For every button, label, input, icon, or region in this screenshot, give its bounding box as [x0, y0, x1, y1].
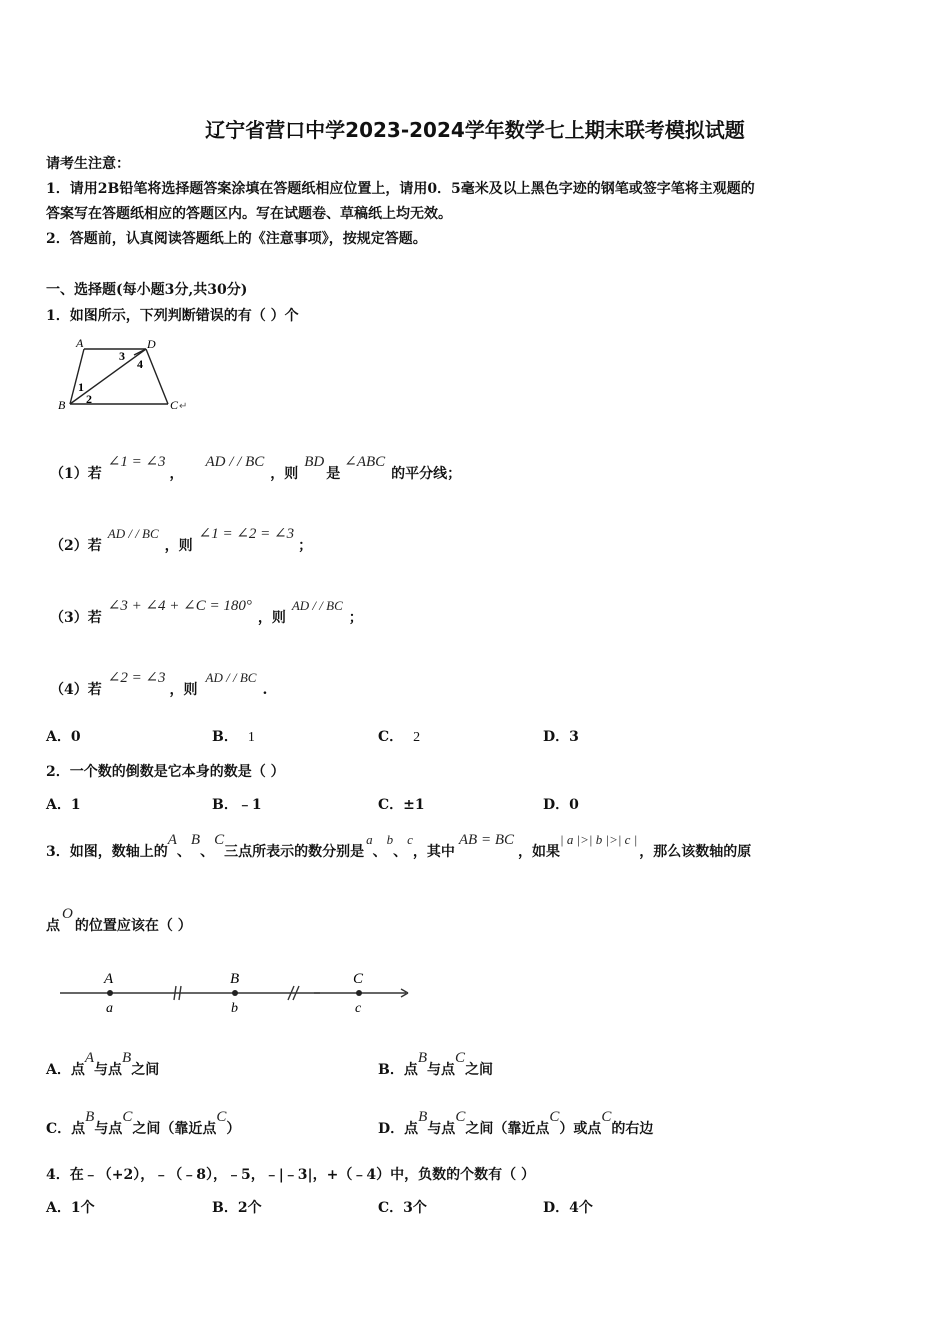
math-expr: ∠ABC: [344, 454, 386, 470]
q3-option-a[interactable]: A．点A与点B之间: [46, 1050, 160, 1078]
fig-return-mark: ↵: [179, 401, 188, 412]
point-a: [107, 990, 113, 996]
axis-label-upper-c: C: [353, 971, 364, 987]
fig-label-b: B: [58, 398, 66, 412]
q4-option-a[interactable]: A．1个: [46, 1200, 95, 1216]
math-expr: AD / / BC: [205, 670, 257, 685]
q2-option-c[interactable]: C．±1: [378, 797, 425, 813]
q3-number-line: [56, 965, 416, 1020]
math-expr: BD: [304, 454, 325, 470]
fig-label-c: C: [170, 398, 179, 412]
math-expr: ∠1 = ∠3: [107, 454, 166, 470]
math-expr: ∠1 = ∠2 = ∠3: [198, 526, 295, 542]
q3-option-c[interactable]: C．点B与点C之间（靠近点C）: [46, 1109, 241, 1137]
math-expr: AD / / BC: [107, 526, 159, 541]
q1-statement-3: （3）若∠3 + ∠4 + ∠C = 180°，则AD / / BC；: [50, 598, 363, 626]
notice-line-3: 2．答题前，认真阅读答题纸上的《注意事项》，按规定答题。: [46, 231, 427, 247]
math-expr: ∠2 = ∠3: [107, 670, 166, 686]
q2-stem: 2．一个数的倒数是它本身的数是（ ）: [46, 764, 285, 780]
point-c: [356, 990, 362, 996]
q1-option-c[interactable]: C． 2: [378, 729, 421, 745]
q3-option-d[interactable]: D．点B与点C之间（靠近点C）或点C的右边: [378, 1109, 654, 1137]
q3-option-b[interactable]: B．点B与点C之间: [378, 1050, 494, 1078]
axis-label-lower-b: b: [231, 1001, 238, 1016]
fig-label-a: A: [76, 336, 84, 350]
axis-label-lower-a: a: [106, 1001, 113, 1016]
q1-option-b[interactable]: B． 1: [212, 729, 255, 745]
q1-option-d[interactable]: D．3: [543, 729, 579, 745]
q1-stem: 1．如图所示，下列判断错误的有（ ）个: [46, 308, 299, 324]
q3-stem-line-2: 点O的位置应该在（ ）: [46, 906, 192, 934]
fig-angle-4: 4: [137, 357, 143, 371]
axis-label-lower-c: c: [355, 1001, 362, 1016]
fig-angle-3: 3: [119, 349, 125, 363]
q1-statement-4: （4）若∠2 = ∠3，则AD / / BC.: [50, 670, 268, 698]
q2-option-a[interactable]: A．1: [46, 797, 81, 813]
point-b: [232, 990, 238, 996]
q2-option-b[interactable]: B．﹣1: [212, 797, 262, 813]
math-expr: AD / / BC: [291, 598, 343, 613]
q3-stem-line-1: 3．如图，数轴上的A、B、C三点所表示的数分别是a、b、c，其中AB = BC，如果| a |>| b |>| c |，那么该数轴的原: [46, 832, 752, 860]
notice-heading: 请考生注意：: [46, 156, 130, 172]
axis-label-upper-b: B: [230, 971, 240, 987]
notice-line-2: 答案写在答题纸相应的答题区内。写在试题卷、草稿纸上均无效。: [46, 206, 452, 222]
page-title: 辽宁省营口中学2023-2024学年数学七上期末联考模拟试题: [205, 118, 745, 142]
math-expr: ∠3 + ∠4 + ∠C = 180°: [107, 598, 252, 614]
fig-label-d: D: [147, 337, 156, 351]
q4-stem: 4．在﹣（+2），﹣（﹣8），﹣5，﹣|﹣3|，+（﹣4）中，负数的个数有（ ）: [46, 1167, 535, 1183]
q4-option-b[interactable]: B．2个: [212, 1200, 262, 1216]
q1-statement-2: （2）若AD / / BC，则∠1 = ∠2 = ∠3；: [50, 526, 313, 554]
q1-trapezoid-figure: [56, 335, 206, 420]
notice-line-1: 1．请用2B铅笔将选择题答案涂填在答题纸相应位置上，请用0．5毫米及以上黑色字迹的钢笔或签字笔将主观题的: [46, 181, 755, 197]
fig-angle-2: 2: [86, 392, 92, 406]
math-expr: AB = BC: [458, 832, 515, 848]
q1-option-a[interactable]: A．0: [46, 729, 81, 745]
fig-angle-1: 1: [78, 380, 84, 394]
q2-option-d[interactable]: D．0: [543, 797, 579, 813]
q1-statement-1: （1）若∠1 = ∠3，AD / / BC，则BD是∠ABC的平分线；: [50, 454, 462, 482]
section-heading: 一、选择题(每小题3分,共30分): [46, 282, 248, 298]
q4-option-d[interactable]: D．4个: [543, 1200, 593, 1216]
axis-label-upper-a: A: [104, 971, 114, 987]
q4-option-c[interactable]: C．3个: [378, 1200, 427, 1216]
math-expr: | a |>| b |>| c |: [560, 832, 638, 847]
math-expr: AD / / BC: [205, 454, 265, 470]
